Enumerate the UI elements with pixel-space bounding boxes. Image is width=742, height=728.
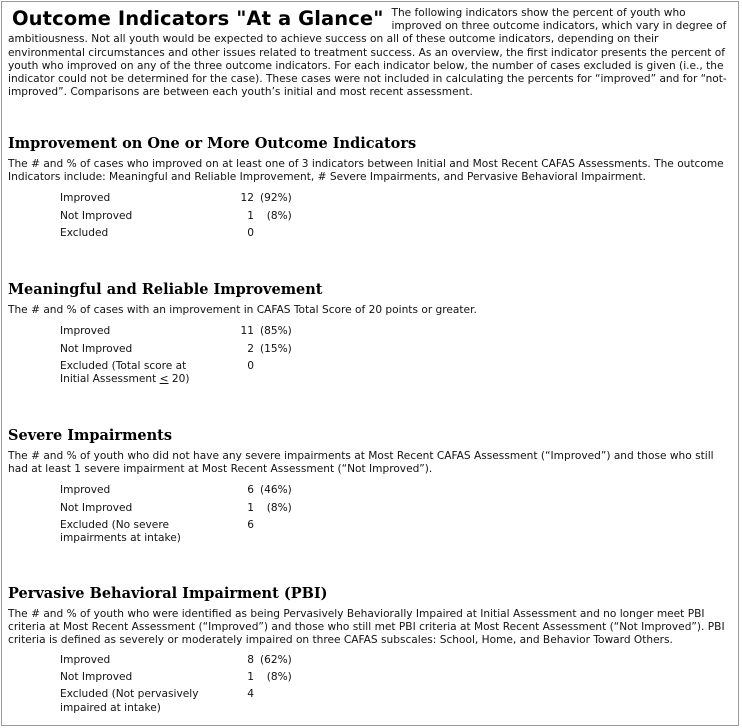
- row-percent: [254, 519, 310, 545]
- intro-block: [8, 7, 736, 99]
- section-title: Meaningful and Reliable Improvement: [8, 281, 323, 298]
- row-percent: (62%): [260, 653, 292, 666]
- table-row: [8, 502, 736, 515]
- table-row: [8, 325, 736, 338]
- less-than-equal-symbol: <: [159, 373, 169, 386]
- row-percent: (8%): [260, 671, 292, 683]
- row-label: Excluded: [60, 227, 109, 240]
- row-label: Improved: [60, 192, 111, 205]
- row-count: 11: [240, 325, 254, 338]
- row-label: [8, 360, 212, 386]
- row-percent: (46%): [260, 484, 292, 497]
- row-count: 2: [247, 342, 254, 355]
- row-count: 6: [247, 484, 254, 497]
- row-label: [8, 688, 212, 714]
- table-row: [8, 519, 736, 545]
- row-label: [8, 519, 212, 545]
- row-count: 8: [247, 653, 254, 666]
- row-count: 0: [247, 359, 254, 372]
- section-title: Pervasive Behavioral Impairment (PBI): [8, 585, 328, 602]
- row-count: 4: [247, 688, 254, 701]
- section-description: The # and % of cases who improved on at least one of 3 indicators between Initial and Most Recent CAFAS Assessments. The outcome Indicators include: Meaningful and Reliable Improvement, # Severe Impairments, and Pervasive Behavioral Impairment.: [8, 158, 724, 184]
- page-title: Outcome Indicators "At a Glance": [12, 7, 384, 30]
- section-description: The # and % of youth who were identified as being Pervasively Behaviorally Impaired at Initial Assessment and no longer meet PBI criteria at Most Recent Assessment (“Improved”) and those who still met PBI criteria at Most Recent Assessment (“Not Improved”). PBI criteria is defined as severely or moderately impaired on three CAFAS subscales: School, Home, and Behavior Toward Others.: [8, 608, 725, 647]
- row-count: 1: [247, 209, 254, 222]
- table-row: [8, 210, 736, 223]
- table-row: [8, 360, 736, 386]
- row-label: Improved: [60, 484, 111, 497]
- section-description: The # and % of youth who did not have any severe impairments at Most Recent CAFAS Assessment (“Improved”) and those who still had at least 1 severe impairment at Most Recent Assessment (“Not Improved”).: [8, 450, 714, 476]
- row-label: Not Improved: [60, 342, 133, 355]
- section-any-improvement: [8, 135, 736, 245]
- row-label: Not Improved: [60, 209, 133, 222]
- table-row: [8, 343, 736, 356]
- row-label: Improved: [60, 325, 111, 338]
- report-frame: [1, 1, 739, 726]
- row-percent: [254, 360, 310, 386]
- row-label-line2: [60, 373, 189, 385]
- table-row: [8, 688, 736, 714]
- row-label-line2: impairments at intake): [60, 532, 181, 545]
- row-count: 1: [247, 671, 254, 683]
- row-label-line1: Excluded (Not pervasively: [60, 688, 199, 701]
- row-count: 1: [247, 501, 254, 514]
- results-table: [8, 192, 736, 240]
- section-meaningful-improvement: [8, 281, 736, 386]
- row-percent: [254, 227, 310, 240]
- section-severe-impairments: [8, 427, 736, 546]
- table-row: [8, 654, 736, 667]
- section-title: Improvement on One or More Outcome Indicators: [8, 135, 417, 152]
- row-percent: (92%): [260, 192, 292, 205]
- results-table: [8, 484, 736, 545]
- table-row: [8, 192, 736, 205]
- row-label: Not Improved: [60, 501, 133, 514]
- intro-paragraph: The following indicators show the percent of youth who improved on three outcome indicators, which vary in degree of ambitiousness. Not all youth would be expected to achieve success on all of these outcome indicators, depending on their environmental circumstances and other issues related to treatment success. As an overview, the first indicator presents the percent of youth who improved on any of the three outcome indicators. For each indicator below, the number of cases excluded is given (i.e., the indicator could not be determined for the case). These cases were not included in calculating the percents for “improved” and for “not-improved”. Comparisons are between each youth’s initial and most recent assessment.: [8, 7, 727, 99]
- row-count: 0: [247, 227, 254, 240]
- results-table: [8, 654, 736, 715]
- row-label-line1: Excluded (Total score at: [60, 359, 187, 372]
- row-label-line2-tail: 20): [168, 373, 190, 386]
- row-percent: (15%): [260, 342, 292, 355]
- row-percent: [254, 688, 310, 714]
- row-percent: (8%): [260, 501, 292, 514]
- section-description: The # and % of cases with an improvement in CAFAS Total Score of 20 points or greater.: [8, 304, 477, 316]
- row-label-line1: Excluded (No severe: [60, 519, 169, 532]
- row-count: 6: [247, 519, 254, 532]
- section-pervasive-behavioral-impairment: [8, 585, 736, 715]
- row-label-line2: impaired at intake): [60, 701, 161, 714]
- table-row: [8, 484, 736, 497]
- row-label-line2-text: Initial Assessment: [60, 373, 160, 386]
- row-count: 12: [240, 192, 254, 205]
- results-table: [8, 325, 736, 386]
- row-percent: (85%): [260, 325, 292, 338]
- row-label: Improved: [60, 653, 111, 666]
- table-row: [8, 671, 736, 684]
- table-row: [8, 227, 736, 240]
- row-percent: (8%): [260, 209, 292, 222]
- section-title: Severe Impairments: [8, 427, 173, 444]
- row-label: Not Improved: [60, 671, 133, 683]
